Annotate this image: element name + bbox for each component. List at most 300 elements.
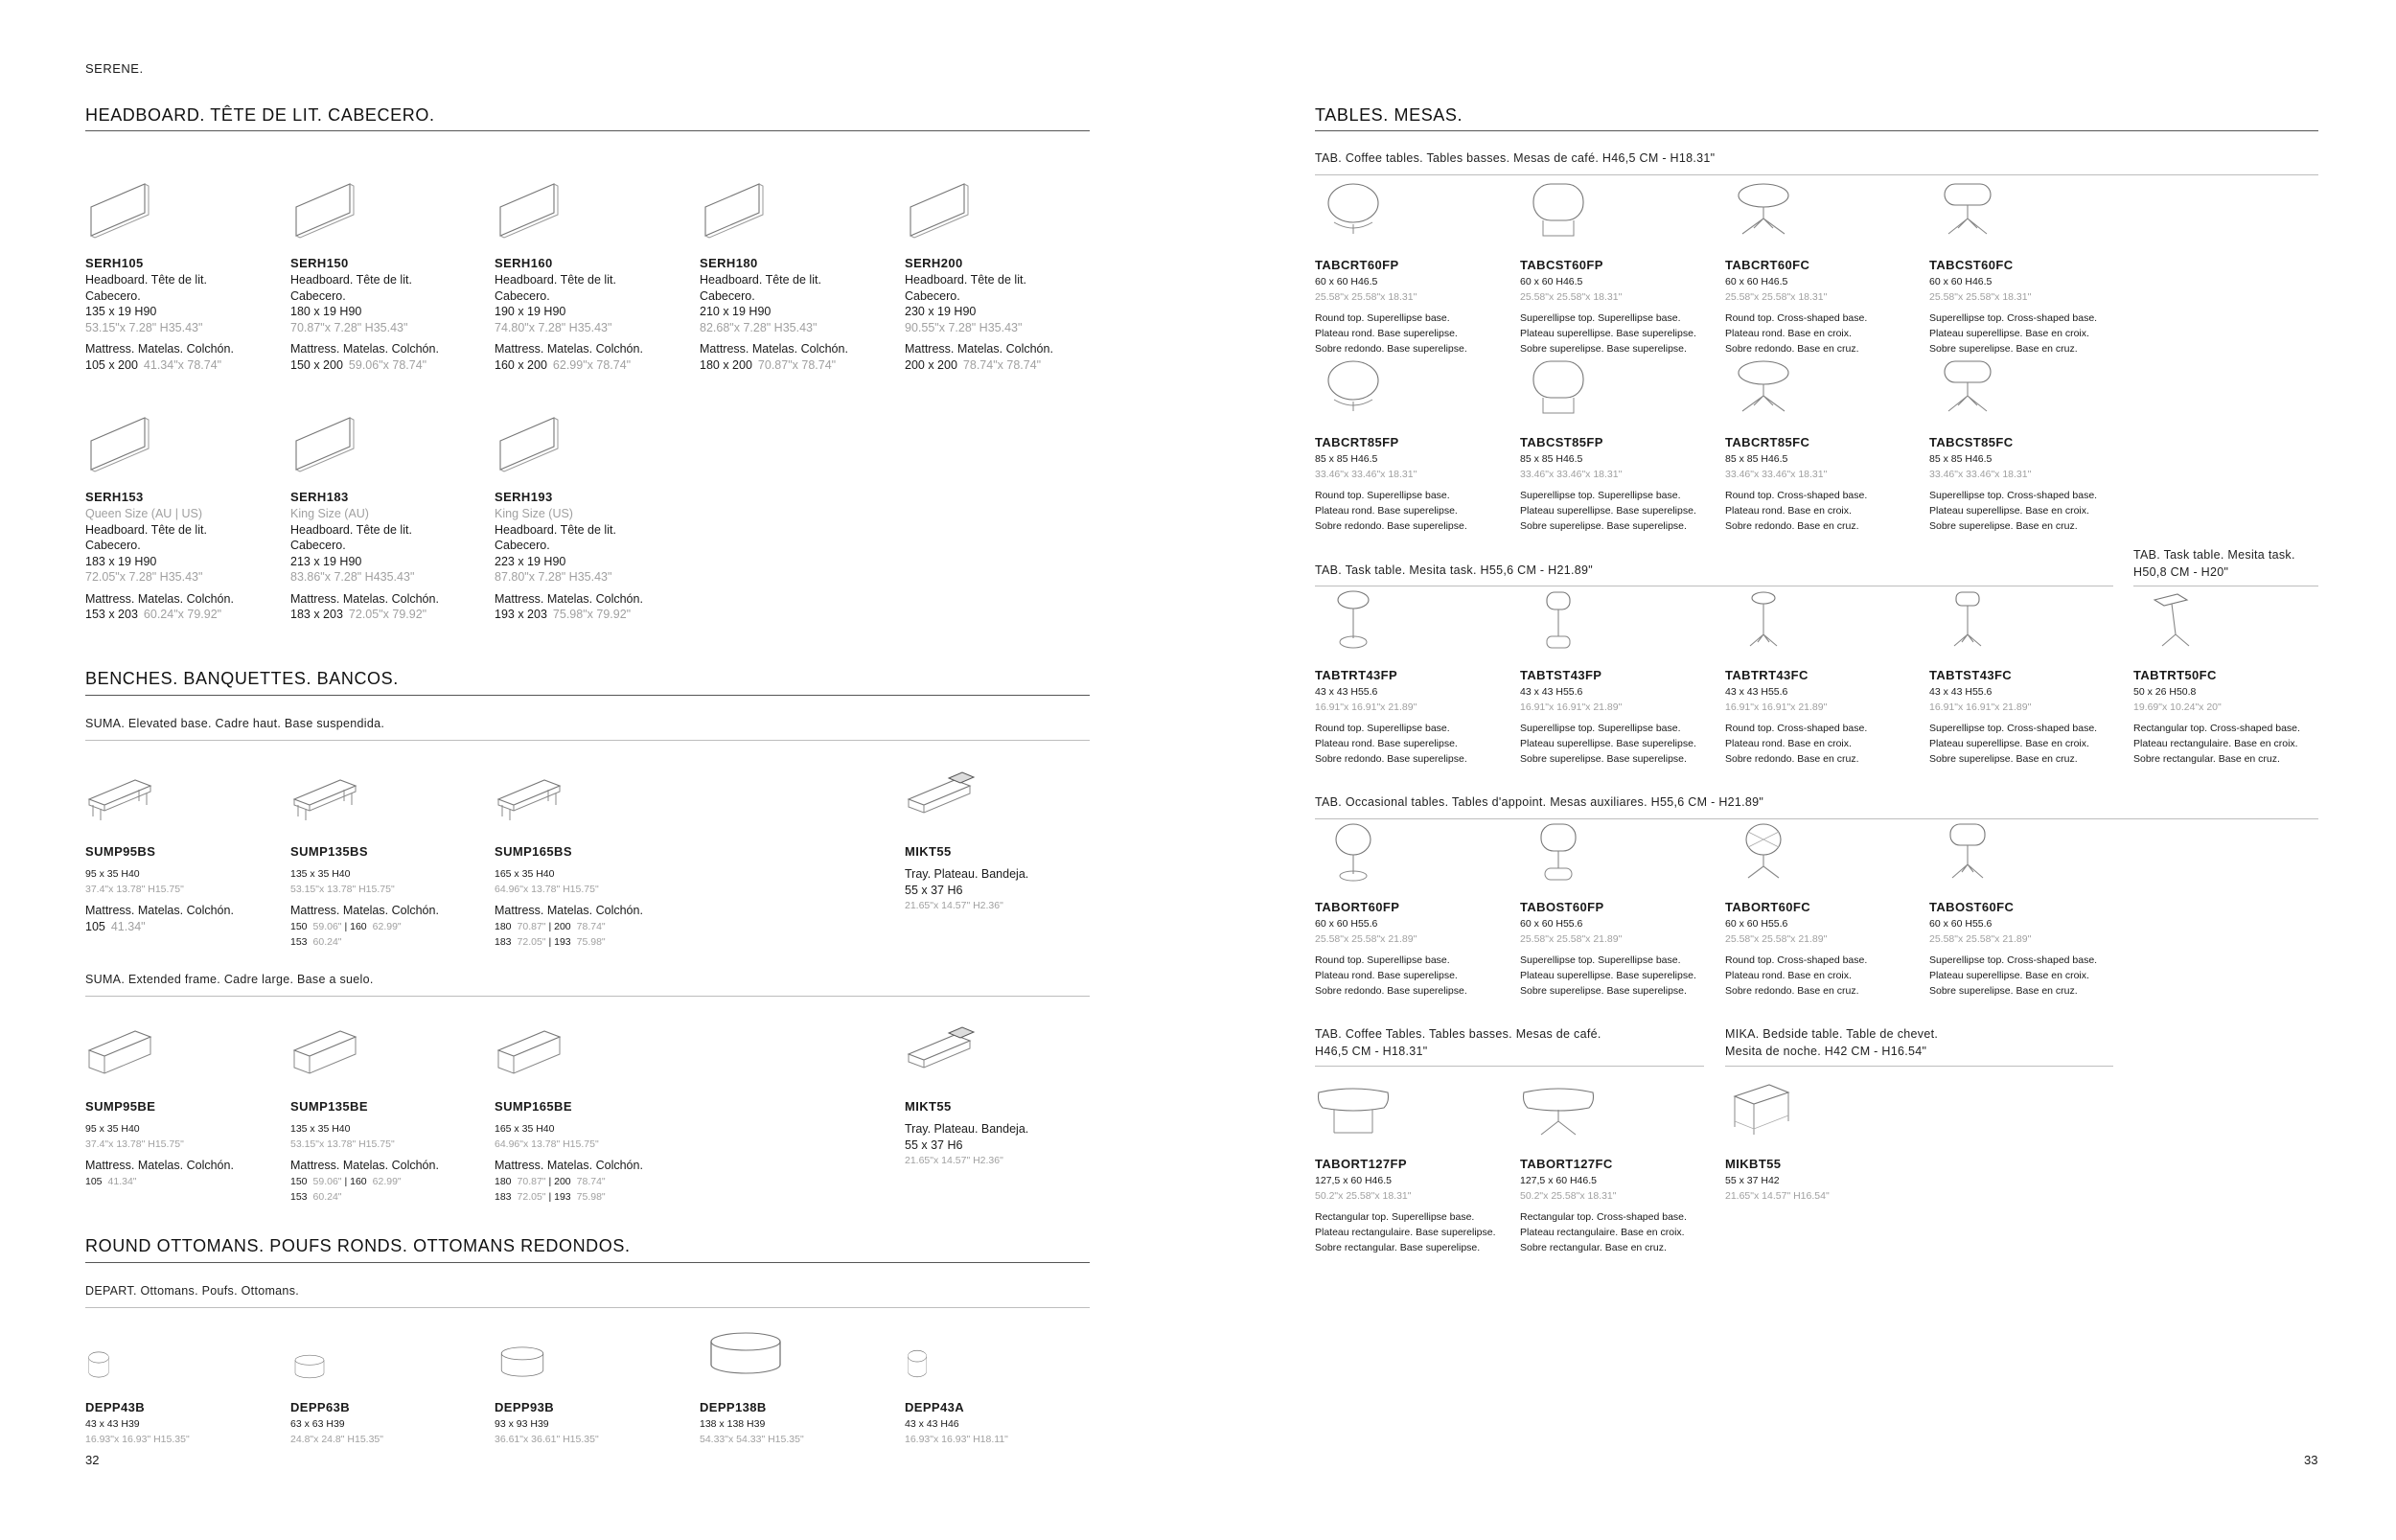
mattress-metric: 183 bbox=[495, 1190, 512, 1203]
product-dimensions: 180 x 19 H90 bbox=[290, 305, 362, 318]
product-code: MIKBT55 bbox=[1725, 1157, 1782, 1171]
mattress-metric: 153 x 203 bbox=[85, 608, 138, 621]
product-code: SERH193 bbox=[495, 490, 553, 504]
product-desc: Rectangular top. Cross-shaped base. bbox=[1520, 1211, 1687, 1223]
tray-icon bbox=[905, 767, 981, 828]
product-code: TABORT60FC bbox=[1725, 900, 1810, 914]
mattress-metric: 160 x 200 bbox=[495, 357, 547, 372]
mattress-label: Mattress. Matelas. Colchón. bbox=[495, 342, 643, 356]
product-imperial: 90.55"x 7.28" H35.43" bbox=[905, 320, 1023, 334]
mika-subtitle-line1: MIKA. Bedside table. Table de chevet. bbox=[1725, 1027, 1939, 1041]
headboard-icon bbox=[85, 412, 162, 473]
product-imperial: 33.46"x 33.46"x 18.31" bbox=[1520, 469, 1623, 480]
product-imperial: 36.61"x 36.61" H15.35" bbox=[495, 1434, 599, 1445]
mattress-metric: 180 bbox=[495, 920, 512, 932]
product-code: TABCST85FC bbox=[1929, 435, 2014, 449]
mattress-label: Mattress. Matelas. Colchón. bbox=[495, 904, 643, 917]
product-imperial: 25.58"x 25.58"x 21.89" bbox=[1315, 933, 1417, 945]
ottomans-subdivider bbox=[85, 1307, 1090, 1308]
product-desc: Headboard. Tête de lit. bbox=[700, 273, 821, 287]
mattress-imperial: 78.74" bbox=[576, 1175, 606, 1187]
product-desc: Superellipse top. Cross-shaped base. bbox=[1929, 490, 2098, 501]
product-serh160 bbox=[495, 178, 686, 373]
product-tabcrt85fp bbox=[1315, 357, 1507, 534]
product-code: TABORT60FP bbox=[1315, 900, 1400, 914]
headboard-icon bbox=[290, 412, 367, 473]
product-code: TABCST60FC bbox=[1929, 258, 2014, 272]
product-desc: Cabecero. bbox=[85, 539, 141, 552]
product-depp138b bbox=[700, 1315, 891, 1447]
mattress-size bbox=[495, 1189, 686, 1205]
product-imperial: 53.15"x 13.78" H15.75" bbox=[290, 884, 395, 895]
product-code: SUMP165BS bbox=[495, 844, 572, 859]
product-tabcrt60fp bbox=[1315, 180, 1507, 356]
product-desc: Headboard. Tête de lit. bbox=[495, 273, 616, 287]
product-imperial: 25.58"x 25.58"x 21.89" bbox=[1520, 933, 1623, 945]
product-desc: Plateau rond. Base superelipse. bbox=[1315, 738, 1458, 749]
mattress-label: Mattress. Matelas. Colchón. bbox=[290, 342, 439, 356]
mattress-metric: | 200 bbox=[548, 1175, 571, 1187]
product-code: TABTRT50FC bbox=[2133, 668, 2217, 682]
product-desc: Headboard. Tête de lit. bbox=[495, 522, 616, 537]
product-desc: Sobre superelipse. Base superelipse. bbox=[1520, 520, 1687, 532]
benches-subtitle-extended: SUMA. Extended frame. Cadre large. Base a suelo. bbox=[85, 973, 374, 986]
product-imperial: 16.91"x 16.91"x 21.89" bbox=[1315, 701, 1417, 713]
product-serh150 bbox=[290, 178, 482, 373]
product-desc: Tray. Plateau. Bandeja. bbox=[905, 867, 1029, 881]
rect-coffee-subtitle bbox=[1315, 1025, 1601, 1060]
headboard-section-title: HEADBOARD. TÊTE DE LIT. CABECERO. bbox=[85, 105, 435, 125]
mattress-label: Mattress. Matelas. Colchón. bbox=[495, 1159, 643, 1172]
product-desc: Round top. Cross-shaped base. bbox=[1725, 490, 1868, 501]
mattress-size bbox=[290, 919, 482, 934]
product-desc: Plateau rond. Base superelipse. bbox=[1315, 505, 1458, 517]
product-mikt55-a bbox=[905, 767, 1096, 913]
product-desc: Sobre superelipse. Base en cruz. bbox=[1929, 985, 2078, 997]
mattress-metric: 183 x 203 bbox=[290, 608, 343, 621]
product-imperial: 70.87"x 7.28" H35.43" bbox=[290, 320, 408, 334]
mattress-imperial: 70.87" bbox=[517, 1175, 546, 1187]
benches-subdivider bbox=[85, 740, 1090, 741]
product-code: SERH150 bbox=[290, 256, 349, 270]
product-desc: Sobre redondo. Base superelipse. bbox=[1315, 520, 1467, 532]
product-tabtst43fc bbox=[1929, 590, 2121, 767]
product-dimensions: 138 x 138 H39 bbox=[700, 1418, 766, 1430]
product-desc: Round top. Superellipse base. bbox=[1315, 312, 1450, 324]
product-desc: Superellipse top. Cross-shaped base. bbox=[1929, 312, 2098, 324]
product-desc: Sobre rectangular. Base superelipse. bbox=[1315, 1242, 1481, 1253]
product-desc: Cabecero. bbox=[700, 288, 755, 303]
product-desc: Plateau rectangulaire. Base en croix. bbox=[2133, 738, 2298, 749]
task-superellipse-cross-table-icon bbox=[1929, 590, 2006, 652]
product-dimensions: 55 x 37 H42 bbox=[1725, 1175, 1780, 1186]
product-imperial: 64.96"x 13.78" H15.75" bbox=[495, 1138, 599, 1150]
occasional-cross-table-icon bbox=[1725, 822, 1802, 884]
product-code: TABCRT85FP bbox=[1315, 435, 1399, 449]
mattress-size bbox=[495, 919, 686, 934]
product-desc: Plateau rond. Base superelipse. bbox=[1315, 970, 1458, 981]
headboard-icon bbox=[495, 412, 571, 473]
round-table-icon bbox=[1315, 357, 1392, 419]
product-desc: Sobre superelipse. Base en cruz. bbox=[1929, 343, 2078, 355]
product-desc: Round top. Cross-shaped base. bbox=[1725, 723, 1868, 734]
product-desc: Plateau rectangulaire. Base superelipse. bbox=[1315, 1227, 1496, 1238]
product-imperial: 25.58"x 25.58"x 18.31" bbox=[1315, 291, 1417, 303]
product-sump95bs bbox=[85, 767, 277, 934]
mattress-size bbox=[85, 919, 277, 935]
product-dimensions: 55 x 37 H6 bbox=[905, 883, 963, 897]
rect-coffee-subtitle-line1: TAB. Coffee Tables. Tables basses. Mesas de café. bbox=[1315, 1027, 1601, 1041]
product-desc: Tray. Plateau. Bandeja. bbox=[905, 1122, 1029, 1136]
product-desc: Superellipse top. Cross-shaped base. bbox=[1929, 723, 2098, 734]
rect-coffee-subdivider bbox=[1315, 1066, 1704, 1067]
mattress-imperial: 60.24"x 79.92" bbox=[143, 608, 222, 621]
product-dimensions: 230 x 19 H90 bbox=[905, 305, 977, 318]
round-table-icon bbox=[1315, 180, 1392, 241]
product-dimensions: 135 x 19 H90 bbox=[85, 305, 157, 318]
product-sump165be bbox=[495, 1022, 686, 1205]
product-desc: Plateau superellipse. Base en croix. bbox=[1929, 328, 2089, 339]
mattress-imperial: 41.34" bbox=[110, 919, 146, 933]
product-code: SUMP165BE bbox=[495, 1099, 572, 1114]
product-code: SUMP95BS bbox=[85, 844, 156, 859]
mattress-label: Mattress. Matelas. Colchón. bbox=[85, 1159, 234, 1172]
product-tabcst60fp bbox=[1520, 180, 1712, 356]
product-desc: Superellipse top. Superellipse base. bbox=[1520, 312, 1681, 324]
product-dimensions: 85 x 85 H46.5 bbox=[1725, 453, 1788, 465]
product-desc: Plateau rond. Base en croix. bbox=[1725, 505, 1852, 517]
rect-coffee-subtitle-line2: H46,5 CM - H18.31" bbox=[1315, 1045, 1428, 1058]
mattress-size bbox=[495, 1174, 686, 1189]
product-dimensions: 60 x 60 H46.5 bbox=[1520, 276, 1583, 287]
mattress-imperial: 78.74"x 78.74" bbox=[962, 357, 1042, 372]
product-desc: Plateau superellipse. Base superelipse. bbox=[1520, 738, 1696, 749]
product-imperial: 21.65"x 14.57" H2.36" bbox=[905, 900, 1003, 911]
mattress-imperial: 75.98" bbox=[576, 935, 606, 948]
product-sump95be bbox=[85, 1022, 277, 1189]
product-desc: Sobre superelipse. Base en cruz. bbox=[1929, 520, 2078, 532]
bench-icon bbox=[495, 1022, 571, 1083]
mattress-label: Mattress. Matelas. Colchón. bbox=[290, 1159, 439, 1172]
product-desc: Headboard. Tête de lit. bbox=[85, 273, 207, 287]
product-code: TABCRT85FC bbox=[1725, 435, 1810, 449]
product-code: SERH105 bbox=[85, 256, 144, 270]
mattress-metric: 200 x 200 bbox=[905, 357, 957, 372]
product-imperial: 33.46"x 33.46"x 18.31" bbox=[1725, 469, 1828, 480]
product-dimensions: 165 x 35 H40 bbox=[495, 1123, 555, 1135]
bench-icon bbox=[85, 767, 162, 828]
product-desc: Headboard. Tête de lit. bbox=[290, 522, 412, 537]
product-tabort60fc bbox=[1725, 822, 1917, 999]
mattress-size bbox=[495, 357, 686, 374]
mattress-metric: 180 bbox=[495, 1175, 512, 1187]
benches-subtitle-elevated: SUMA. Elevated base. Cadre haut. Base suspendida. bbox=[85, 717, 385, 730]
superellipse-table-icon bbox=[1520, 357, 1597, 419]
product-desc: Sobre superelipse. Base superelipse. bbox=[1520, 343, 1687, 355]
mattress-imperial: 62.99" bbox=[372, 1175, 402, 1187]
product-desc: Sobre redondo. Base en cruz. bbox=[1725, 753, 1859, 765]
product-serh105 bbox=[85, 178, 277, 373]
product-dimensions: 63 x 63 H39 bbox=[290, 1418, 345, 1430]
mattress-imperial: 72.05" bbox=[517, 1190, 546, 1203]
brand-label: SERENE. bbox=[85, 61, 144, 76]
tables-divider bbox=[1315, 130, 2318, 131]
mattress-metric: 193 x 203 bbox=[495, 608, 547, 621]
superellipse-cross-table-icon bbox=[1929, 180, 2006, 241]
pouf-icon bbox=[495, 1340, 550, 1384]
product-desc: Round top. Cross-shaped base. bbox=[1725, 312, 1868, 324]
product-imperial: 72.05"x 7.28" H35.43" bbox=[85, 570, 203, 584]
product-imperial: 16.91"x 16.91"x 21.89" bbox=[1929, 701, 2032, 713]
mattress-imperial: 62.99" bbox=[372, 920, 402, 932]
product-desc: Cabecero. bbox=[495, 288, 550, 303]
product-mikbt55 bbox=[1725, 1079, 1917, 1204]
mattress-metric: | 193 bbox=[548, 935, 571, 948]
product-desc: Cabecero. bbox=[495, 539, 550, 552]
product-code: SERH200 bbox=[905, 256, 963, 270]
mattress-imperial: 59.06" bbox=[312, 920, 342, 932]
product-desc: Sobre rectangular. Base en cruz. bbox=[1520, 1242, 1667, 1253]
product-code: MIKT55 bbox=[905, 844, 952, 859]
product-code: TABTRT43FP bbox=[1315, 668, 1398, 682]
ottomans-section-title: ROUND OTTOMANS. POUFS RONDS. OTTOMANS REDONDOS. bbox=[85, 1236, 631, 1255]
headboard-icon bbox=[290, 178, 367, 240]
product-desc: Rectangular top. Superellipse base. bbox=[1315, 1211, 1475, 1223]
product-dimensions: 210 x 19 H90 bbox=[700, 305, 772, 318]
superellipse-table-icon bbox=[1520, 180, 1597, 241]
pouf-icon bbox=[700, 1322, 792, 1384]
product-tabost60fp bbox=[1520, 822, 1712, 999]
mika-subtitle-line2: Mesita de noche. H42 CM - H16.54" bbox=[1725, 1045, 1927, 1058]
product-tabort60fp bbox=[1315, 822, 1507, 999]
product-serh200 bbox=[905, 178, 1096, 373]
product-code: SUMP135BS bbox=[290, 844, 368, 859]
product-imperial: 53.15"x 13.78" H15.75" bbox=[290, 1138, 395, 1150]
bench-icon bbox=[290, 1022, 367, 1083]
page-number-left: 32 bbox=[85, 1453, 100, 1467]
product-dimensions: 55 x 37 H6 bbox=[905, 1138, 963, 1152]
occasional-round-table-icon bbox=[1315, 822, 1392, 884]
mattress-size bbox=[290, 934, 482, 950]
product-imperial: 21.65"x 14.57" H16.54" bbox=[1725, 1190, 1830, 1202]
product-code: SERH183 bbox=[290, 490, 349, 504]
product-code: SUMP135BE bbox=[290, 1099, 368, 1114]
product-dimensions: 95 x 35 H40 bbox=[85, 868, 140, 880]
mattress-imperial: 41.34" bbox=[107, 1175, 137, 1187]
mattress-imperial: 60.24" bbox=[312, 1190, 342, 1203]
product-imperial: 83.86"x 7.28" H435.43" bbox=[290, 570, 415, 584]
product-desc: Plateau superellipse. Base en croix. bbox=[1929, 970, 2089, 981]
product-depp43b bbox=[85, 1315, 277, 1447]
product-tabort127fp bbox=[1315, 1079, 1507, 1255]
product-code: TABOST60FC bbox=[1929, 900, 2015, 914]
mattress-size bbox=[290, 1189, 482, 1205]
product-imperial: 16.93"x 16.93" H18.11" bbox=[905, 1434, 1008, 1445]
benches-subdivider bbox=[85, 996, 1090, 997]
mattress-imperial: 75.98" bbox=[576, 1190, 606, 1203]
cross-base-table-icon bbox=[1725, 180, 1802, 241]
product-imperial: 53.15"x 7.28" H35.43" bbox=[85, 320, 203, 334]
mattress-metric: 153 bbox=[290, 935, 308, 948]
product-desc: Plateau superellipse. Base superelipse. bbox=[1520, 328, 1696, 339]
product-desc: Sobre redondo. Base superelipse. bbox=[1315, 985, 1467, 997]
tray-icon bbox=[905, 1022, 981, 1083]
product-desc: Sobre rectangular. Base en cruz. bbox=[2133, 753, 2280, 765]
product-code: TABOST60FP bbox=[1520, 900, 1604, 914]
product-tabcrt85fc bbox=[1725, 357, 1917, 534]
ottomans-divider bbox=[85, 1262, 1090, 1263]
mattress-metric: 105 bbox=[85, 1175, 103, 1187]
product-imperial: 54.33"x 54.33" H15.35" bbox=[700, 1434, 804, 1445]
product-imperial: 16.91"x 16.91"x 21.89" bbox=[1520, 701, 1623, 713]
product-imperial: 25.58"x 25.58"x 18.31" bbox=[1520, 291, 1623, 303]
mattress-metric: 180 x 200 bbox=[700, 357, 752, 372]
headboard-divider bbox=[85, 130, 1090, 131]
product-code: SUMP95BE bbox=[85, 1099, 156, 1114]
mattress-size bbox=[85, 1174, 277, 1189]
product-sump135be bbox=[290, 1022, 482, 1205]
product-tabtrt43fc bbox=[1725, 590, 1917, 767]
product-desc: Plateau superellipse. Base superelipse. bbox=[1520, 505, 1696, 517]
mattress-metric: | 160 bbox=[344, 1175, 367, 1187]
rectangular-cross-table-icon bbox=[1520, 1079, 1597, 1140]
mattress-imperial: 72.05"x 79.92" bbox=[348, 608, 427, 621]
mattress-size bbox=[85, 357, 277, 374]
task-table-subtitle: TAB. Task table. Mesita task. H55,6 CM - H21.89" bbox=[1315, 563, 1594, 577]
product-desc: Sobre superelipse. Base superelipse. bbox=[1520, 753, 1687, 765]
product-imperial: 33.46"x 33.46"x 18.31" bbox=[1929, 469, 2032, 480]
occasional-superellipse-cross-table-icon bbox=[1929, 822, 2006, 884]
product-dimensions: 43 x 43 H55.6 bbox=[1929, 686, 1993, 698]
size-name: King Size (US) bbox=[495, 507, 573, 520]
product-desc: Plateau rond. Base en croix. bbox=[1725, 970, 1852, 981]
product-dimensions: 43 x 43 H46 bbox=[905, 1418, 959, 1430]
product-imperial: 87.80"x 7.28" H35.43" bbox=[495, 570, 612, 584]
product-code: TABTRT43FC bbox=[1725, 668, 1809, 682]
coffee-tables-subdivider bbox=[1315, 174, 2318, 175]
mattress-metric: 150 bbox=[290, 1175, 308, 1187]
product-sump135bs bbox=[290, 767, 482, 950]
mika-subdivider bbox=[1725, 1066, 2113, 1067]
mattress-metric: 150 x 200 bbox=[290, 357, 343, 372]
product-mikt55-b bbox=[905, 1022, 1096, 1168]
product-depp93b bbox=[495, 1315, 686, 1447]
product-desc: Round top. Superellipse base. bbox=[1315, 490, 1450, 501]
product-serh153 bbox=[85, 412, 277, 623]
mattress-size bbox=[85, 607, 277, 623]
mika-subtitle bbox=[1725, 1025, 1938, 1060]
mattress-label: Mattress. Matelas. Colchón. bbox=[495, 591, 643, 606]
product-tabcst85fc bbox=[1929, 357, 2121, 534]
mattress-label: Mattress. Matelas. Colchón. bbox=[290, 904, 439, 917]
occasional-table-subdivider bbox=[1315, 818, 2318, 819]
mattress-size bbox=[905, 357, 1096, 374]
task-round-table-icon bbox=[1315, 590, 1392, 652]
headboard-icon bbox=[495, 178, 571, 240]
occasional-superellipse-table-icon bbox=[1520, 822, 1597, 884]
product-desc: Superellipse top. Superellipse base. bbox=[1520, 723, 1681, 734]
product-desc: Headboard. Tête de lit. bbox=[905, 273, 1026, 287]
product-imperial: 24.8"x 24.8" H15.35" bbox=[290, 1434, 383, 1445]
product-code: DEPP63B bbox=[290, 1400, 351, 1414]
size-name: King Size (AU) bbox=[290, 507, 369, 520]
product-code: TABCRT60FC bbox=[1725, 258, 1810, 272]
product-tabtrt43fp bbox=[1315, 590, 1507, 767]
mattress-imperial: 78.74" bbox=[576, 920, 606, 932]
product-desc: Sobre redondo. Base en cruz. bbox=[1725, 985, 1859, 997]
product-dimensions: 127,5 x 60 H46.5 bbox=[1315, 1175, 1392, 1186]
product-desc: Sobre superelipse. Base en cruz. bbox=[1929, 753, 2078, 765]
bench-icon bbox=[290, 767, 367, 828]
mattress-imperial: 59.06" bbox=[312, 1175, 342, 1187]
product-imperial: 25.58"x 25.58"x 18.31" bbox=[1929, 291, 2032, 303]
benches-section-title: BENCHES. BANQUETTES. BANCOS. bbox=[85, 669, 399, 688]
product-dimensions: 60 x 60 H46.5 bbox=[1315, 276, 1378, 287]
product-tabcst85fp bbox=[1520, 357, 1712, 534]
headboard-icon bbox=[85, 178, 162, 240]
product-imperial: 16.91"x 16.91"x 21.89" bbox=[1725, 701, 1828, 713]
product-dimensions: 60 x 60 H55.6 bbox=[1315, 918, 1378, 930]
product-imperial: 25.58"x 25.58"x 21.89" bbox=[1929, 933, 2032, 945]
mattress-metric: 105 x 200 bbox=[85, 357, 138, 372]
product-code: DEPP43A bbox=[905, 1400, 965, 1414]
product-dimensions: 135 x 35 H40 bbox=[290, 1123, 351, 1135]
product-desc: Round top. Superellipse base. bbox=[1315, 954, 1450, 966]
mattress-metric: 105 bbox=[85, 919, 105, 933]
product-imperial: 37.4"x 13.78" H15.75" bbox=[85, 884, 184, 895]
product-desc: Cabecero. bbox=[905, 288, 960, 303]
product-desc: Superellipse top. Superellipse base. bbox=[1520, 490, 1681, 501]
product-imperial: 33.46"x 33.46"x 18.31" bbox=[1315, 469, 1417, 480]
product-code: TABCST85FP bbox=[1520, 435, 1603, 449]
rectangular-table-icon bbox=[1315, 1079, 1392, 1140]
product-desc: Superellipse top. Superellipse base. bbox=[1520, 954, 1681, 966]
product-imperial: 19.69"x 10.24"x 20" bbox=[2133, 701, 2222, 713]
product-serh183 bbox=[290, 412, 482, 623]
product-desc: Round top. Superellipse base. bbox=[1315, 723, 1450, 734]
product-serh180 bbox=[700, 178, 891, 373]
product-dimensions: 165 x 35 H40 bbox=[495, 868, 555, 880]
mattress-imperial: 70.87" bbox=[517, 920, 546, 932]
product-imperial: 74.80"x 7.28" H35.43" bbox=[495, 320, 612, 334]
product-code: TABORT127FP bbox=[1315, 1157, 1407, 1171]
benches-divider bbox=[85, 695, 1090, 696]
product-desc: Sobre redondo. Base en cruz. bbox=[1725, 343, 1859, 355]
product-imperial: 37.4"x 13.78" H15.75" bbox=[85, 1138, 184, 1150]
product-tabost60fc bbox=[1929, 822, 2121, 999]
occasional-table-subtitle: TAB. Occasional tables. Tables d'appoint. Mesas auxiliares. H55,6 CM - H21.89" bbox=[1315, 795, 1764, 809]
product-imperial: 50.2"x 25.58"x 18.31" bbox=[1315, 1190, 1412, 1202]
product-dimensions: 60 x 60 H46.5 bbox=[1725, 276, 1788, 287]
product-code: TABCRT60FP bbox=[1315, 258, 1399, 272]
product-tabcst60fc bbox=[1929, 180, 2121, 356]
task-cross-table-icon bbox=[1725, 590, 1802, 652]
product-desc: Cabecero. bbox=[85, 288, 141, 303]
product-code: DEPP93B bbox=[495, 1400, 555, 1414]
product-dimensions: 127,5 x 60 H46.5 bbox=[1520, 1175, 1597, 1186]
mattress-size bbox=[290, 607, 482, 623]
mattress-label: Mattress. Matelas. Colchón. bbox=[905, 342, 1053, 356]
page-number-right: 33 bbox=[2304, 1453, 2318, 1467]
mattress-imperial: 72.05" bbox=[517, 935, 546, 948]
product-dimensions: 43 x 43 H39 bbox=[85, 1418, 140, 1430]
product-dimensions: 85 x 85 H46.5 bbox=[1520, 453, 1583, 465]
ottomans-subtitle: DEPART. Ottomans. Poufs. Ottomans. bbox=[85, 1284, 300, 1298]
product-desc: Sobre redondo. Base superelipse. bbox=[1315, 343, 1467, 355]
mattress-size bbox=[495, 607, 686, 623]
headboard-icon bbox=[905, 178, 981, 240]
product-desc: Plateau rond. Base superelipse. bbox=[1315, 328, 1458, 339]
